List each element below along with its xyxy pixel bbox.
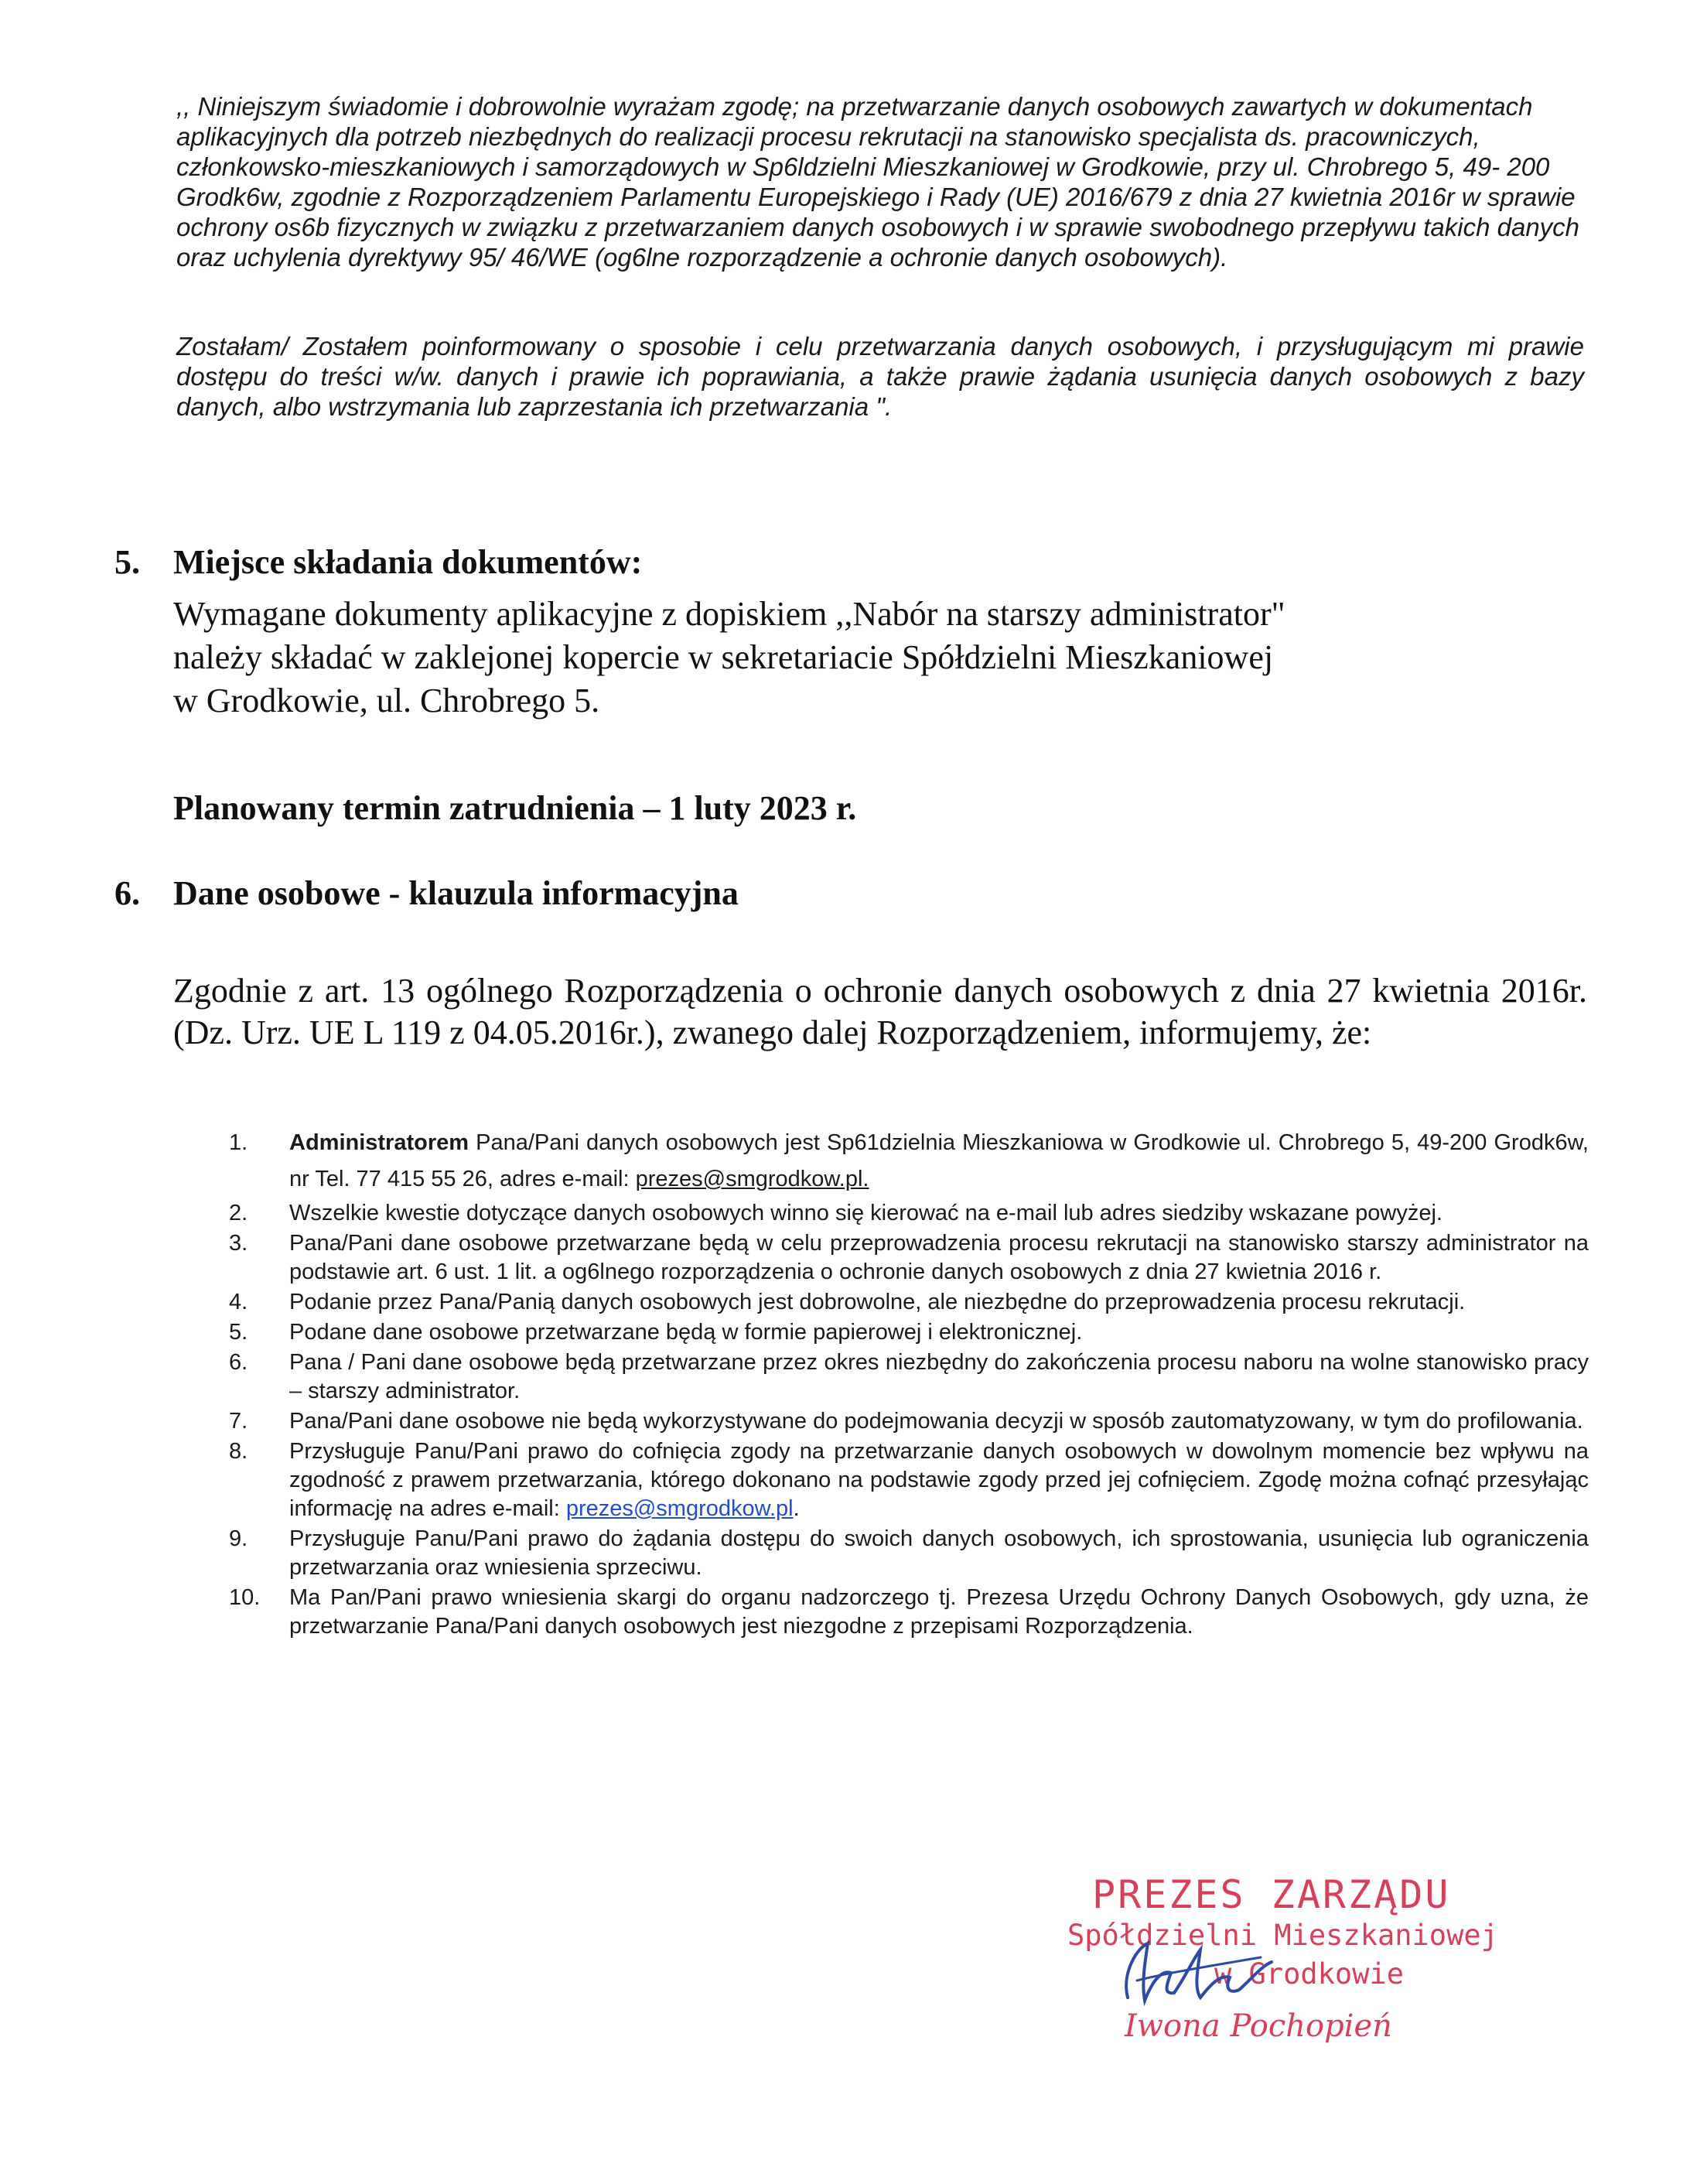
list-item-number: 4. (229, 1290, 248, 1314)
list-item-text: Przysługuje Panu/Pani prawo do cofnięcia zgody na przetwarzanie danych osobowych w dowolnym momencie bez wpływu na zgodność z prawem przetwarzania, którego dokonano na podstawie zgody przed jej cofnięciem. Zgodę można cofnąć przesyłając informację na adres e-mail: (289, 1439, 1589, 1521)
list-item (229, 1437, 1589, 1523)
list-item-number: 9. (229, 1526, 248, 1551)
section-6-intro (173, 970, 1587, 1054)
body-line: w Grodkowie, ul. Chrobrego 5. (173, 682, 600, 719)
list-item-number: 1. (229, 1130, 248, 1155)
list-item-number: 10. (229, 1585, 261, 1610)
list-item-text: . (793, 1496, 800, 1521)
stamp-title: PREZES ZARZĄDU (1092, 1872, 1451, 1917)
consent-paragraph-2: Zostałam/ Zostałem poinformowany o sposobie i celu przetwarzania danych osobowych, i przysługującym mi prawie dostępu do treści w/w. danych i prawie ich poprawiania, a także prawie żądania usunięcia danych osobowych z bazy danych, albo wstrzymania lub zaprzestania ich przetwarzania ". (176, 332, 1584, 421)
email-link[interactable]: prezes@smgrodkow.pl. (635, 1167, 869, 1191)
section-number: 6. (114, 874, 140, 912)
signature-stroke (1126, 1943, 1272, 2001)
list-item-text: Pana/Pani danych osobowych jest Sp61dzielnia Mieszkaniowa w Grodkowie ul. Chrobrego 5, 49-200 Grodk6w, nr Tel. 77 415 55 26, adres e-mail: (289, 1130, 1589, 1191)
stamp-name: Iwona Pochopień (1125, 2008, 1392, 2044)
body-line: Wymagane dokumenty aplikacyjne z dopiskiem ,,Nabór na starszy administrator" (173, 595, 1285, 633)
list-item-text: Pana/Pani dane osobowe przetwarzane będą w celu przeprowadzenia procesu rekrutacji na stanowisko starszy administrator na podstawie art. 6 ust. 1 lit. a og6lnego rozporządzenia o ochronie danych osobowych z dnia 27 kwietnia 2016 r. (289, 1231, 1589, 1284)
list-item-text: Podanie przez Pana/Panią danych osobowych jest dobrowolne, ale niezbędne do przeprowadzenia procesu rekrutacji. (289, 1290, 1466, 1314)
consent-paragraph-1: ,, Niniejszym świadomie i dobrowolnie wyrażam zgodę; na przetwarzanie danych osobowych zawartych w dokumentach aplikacyjnych dla potrzeb niezbędnych do realizacji procesu rekrutacji na stanowisko specjalista ds. pracowniczych, członkowsko-mieszkaniowych i samorządowych w Sp6ldzielni Mieszkaniowej w Grodkowie, przy ul. Chrobrego 5, 49- 200 Grodk6w, zgodnie z Rozporządzeniem Parlamentu Europejskiego i Rady (UE) 2016/679 z dnia 27 kwietnia 2016r w sprawie ochrony os6b fizycznych w związku z przetwarzaniem danych osobowych i w sprawie swobodnego przepływu takich danych oraz uchylenia dyrektywy 95/ 46/WE (og6lne rozporządzenie a ochronie danych osobowych). (176, 92, 1580, 272)
stamp-location: w Grodkowie (1214, 1957, 1405, 1991)
list-item (229, 1525, 1589, 1582)
section-title: Dane osobowe - klauzula informacyjna (173, 874, 739, 912)
list-item-number: 6. (229, 1350, 248, 1375)
intro-text: Zgodnie z art. 13 ogólnego Rozporządzenia o ochronie danych osobowych z dnia 27 kwietnia 2016r.(Dz. Urz. UE L 119 z 04.05.2016r.), zwanego dalej Rozporządzeniem, informujemy, że: (173, 972, 1587, 1051)
body-line: należy składać w zaklejonej kopercie w sekretariacie Spółdzielni Mieszkaniowej (173, 638, 1274, 676)
list-item-bold: Administratorem (289, 1130, 469, 1155)
section-title: Miejsce składania dokumentów: (173, 543, 643, 581)
list-item (229, 1407, 1589, 1436)
list-item-number: 8. (229, 1439, 248, 1464)
section-5-body (173, 593, 1519, 723)
list-item (229, 1348, 1589, 1406)
list-item-text: Pana / Pani dane osobowe będą przetwarzane przez okres niezbędny do zakończenia procesu naboru na wolne stanowisko pracy – starszy administrator. (289, 1350, 1589, 1403)
information-clause-list (229, 1125, 1589, 1642)
list-item (229, 1125, 1589, 1198)
handwritten-signature (1114, 1926, 1284, 2011)
list-item-text: Ma Pan/Pani prawo wniesienia skargi do organu nadzorczego tj. Prezesa Urzędu Ochrony Danych Osobowych, gdy uzna, że przetwarzanie Pana/Pani danych osobowych jest niezgodne z przepisami Rozporządzenia. (289, 1585, 1589, 1639)
list-item-number: 3. (229, 1231, 248, 1256)
list-item-number: 2. (229, 1201, 248, 1225)
list-item (229, 1229, 1589, 1287)
section-number: 5. (114, 543, 140, 581)
stamp-organization: Spółdzielni Mieszkaniowej (1067, 1919, 1498, 1952)
planned-employment-date: Planowany termin zatrudnienia – 1 luty 2023 r. (173, 789, 857, 827)
consent-clause (176, 91, 1584, 422)
list-item-text: Pana/Pani dane osobowe nie będą wykorzystywane do podejmowania decyzji w sposób zautomatyzowany, w tym do profilowania. (289, 1409, 1583, 1434)
email-link[interactable]: prezes@smgrodkow.pl (565, 1496, 794, 1521)
list-item-number: 7. (229, 1409, 248, 1434)
list-item (229, 1288, 1589, 1317)
list-item-text: Podane dane osobowe przetwarzane będą w formie papierowej i elektronicznej. (289, 1320, 1083, 1345)
list-item-text: Wszelkie kwestie dotyczące danych osobowych winno się kierować na e-mail lub adres siedziby wskazane powyżej. (289, 1201, 1442, 1225)
list-item-text: Przysługuje Panu/Pani prawo do żądania dostępu do swoich danych osobowych, ich sprostowania, usunięcia lub ograniczenia przetwarzania oraz wniesienia sprzeciwu. (289, 1526, 1589, 1580)
list-item (229, 1199, 1589, 1228)
list-item-number: 5. (229, 1320, 248, 1345)
list-item (229, 1318, 1589, 1347)
list-item (229, 1584, 1589, 1641)
